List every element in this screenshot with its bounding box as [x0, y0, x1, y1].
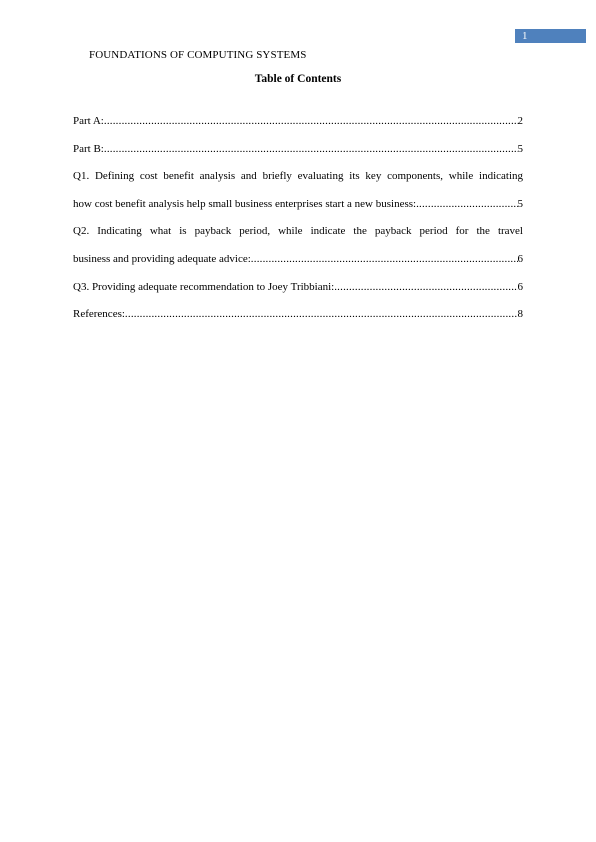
toc-entry-text: References:: [73, 308, 125, 321]
toc-entry-page: 6: [517, 280, 523, 293]
dot-leader: [104, 136, 518, 164]
dot-leader: [251, 246, 518, 274]
toc-entry-q3[interactable]: [73, 274, 523, 302]
toc-entry-page: 6: [517, 252, 523, 265]
toc-entry-page: 8: [517, 308, 523, 321]
toc-entry-first-line: Q2. Indicating what is payback period, while indicate the payback period for the travel: [73, 225, 523, 238]
toc-entry-page: 2: [517, 115, 523, 127]
toc-entry-part-b[interactable]: [73, 136, 523, 164]
page-number: 1: [515, 29, 586, 43]
toc-entry-q2[interactable]: [73, 218, 523, 273]
toc-entry-part-a[interactable]: [73, 108, 523, 136]
table-of-contents: [73, 108, 523, 329]
toc-entry-page: 5: [517, 197, 523, 210]
toc-entry-first-line: Q1. Defining cost benefit analysis and briefly evaluating its key components, while indicating: [73, 170, 523, 183]
dot-leader: [125, 301, 518, 329]
toc-entry-text: how cost benefit analysis help small business enterprises start a new business:: [73, 197, 417, 210]
dot-leader: [416, 191, 517, 219]
toc-title: Table of Contents: [254, 73, 342, 85]
toc-entry-text: Q3. Providing adequate recommendation to Joey Tribbiani:: [73, 280, 335, 293]
toc-entry-text: business and providing adequate advice:: [73, 252, 251, 265]
toc-entry-text: Part A:: [73, 115, 104, 127]
toc-entry-q1[interactable]: [73, 163, 523, 218]
toc-entry-references[interactable]: [73, 301, 523, 329]
running-header: FOUNDATIONS OF COMPUTING SYSTEMS: [89, 49, 307, 61]
toc-entry-text: Part B:: [73, 142, 104, 155]
dot-leader: [104, 108, 518, 136]
dot-leader: [334, 274, 517, 302]
toc-entry-page: 5: [517, 142, 523, 155]
